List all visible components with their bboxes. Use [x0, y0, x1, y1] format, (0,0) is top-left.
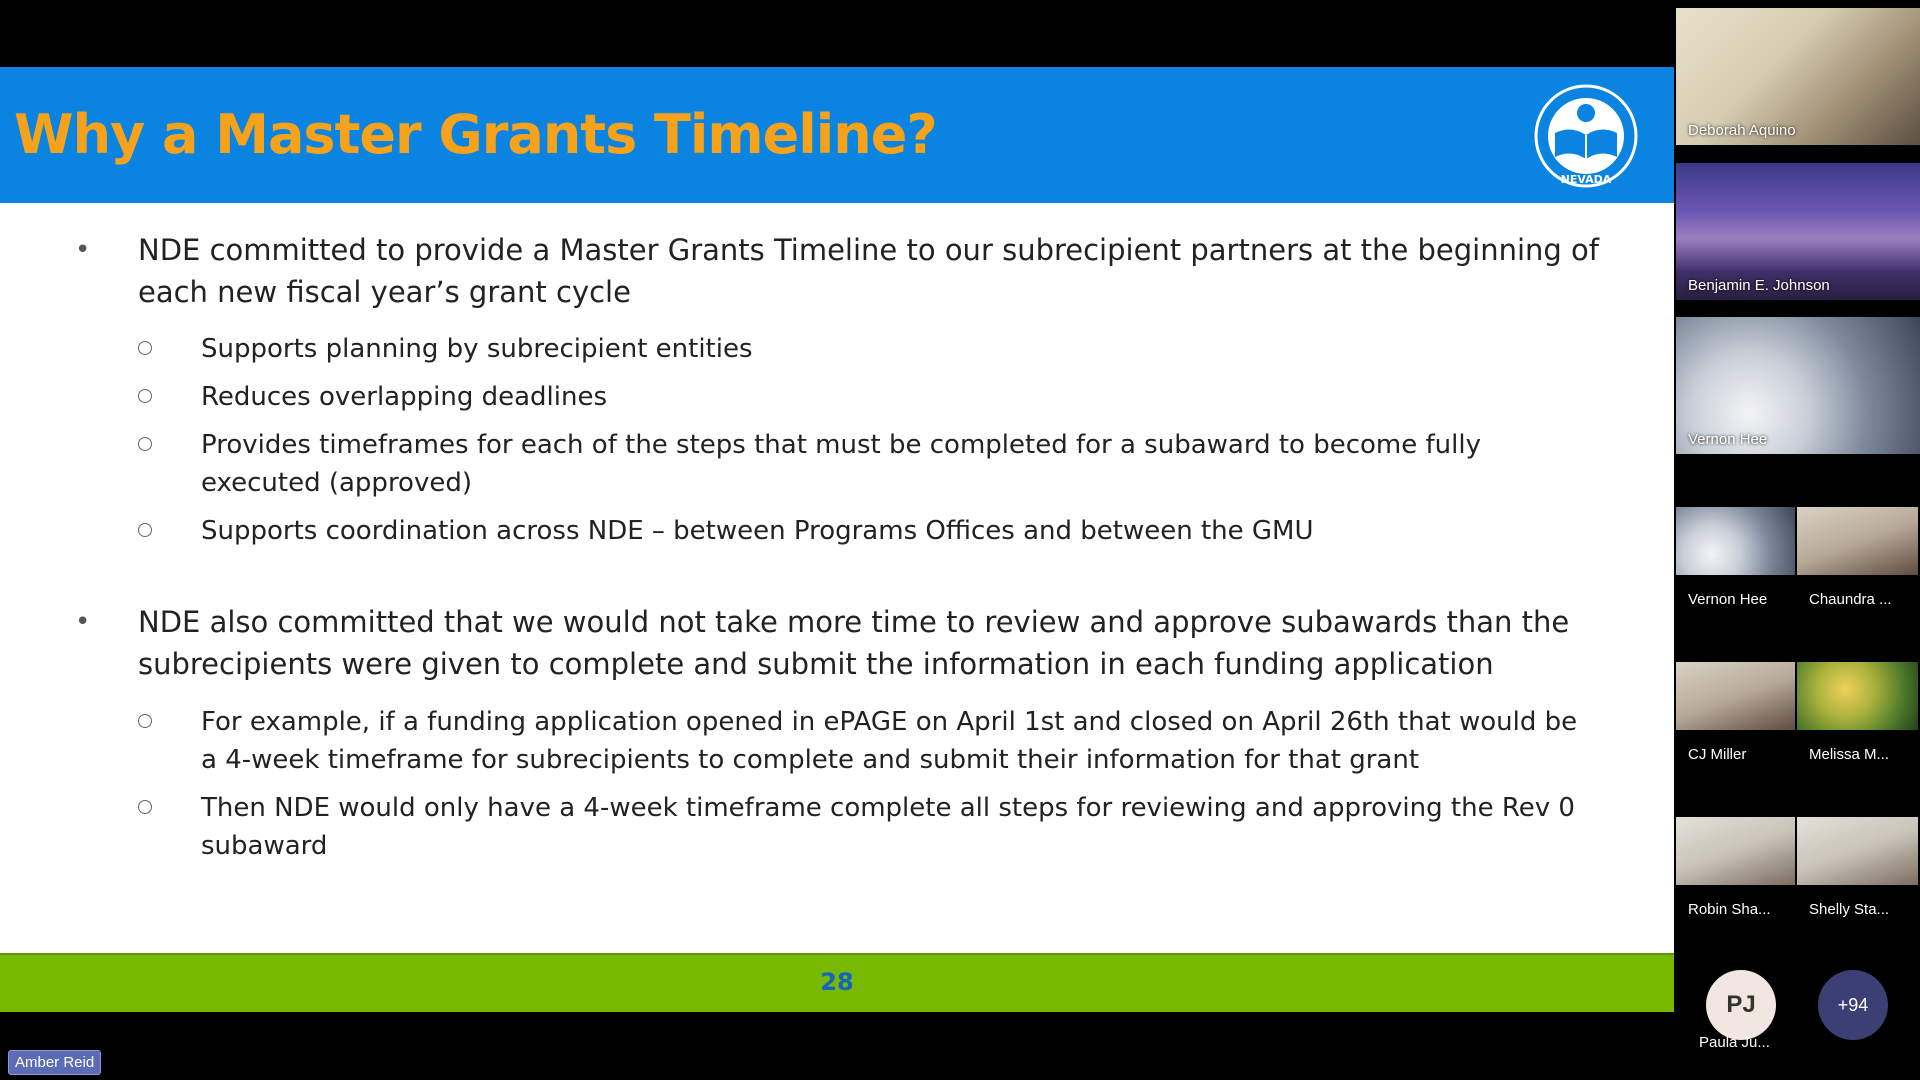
sub-bullet-1-4 — [138, 512, 1598, 550]
slide-header — [0, 67, 1674, 203]
video-tile-cj-miller[interactable] — [1676, 662, 1795, 730]
video-tile-chaundra[interactable] — [1797, 507, 1918, 575]
sub-bullet-circle-icon — [138, 389, 152, 403]
sub-bullet-2-1-text: For example, if a funding application opened in ePAGE on April 1st and closed on April 26th that would be a 4-week timeframe for subrecipients to complete and submit their information for that grant — [201, 707, 1578, 775]
video-tile-melissa[interactable] — [1797, 662, 1918, 730]
sub-bullet-circle-icon — [138, 341, 152, 355]
participant-name: Vernon Hee — [1688, 431, 1768, 448]
sub-bullet-2-2-text: Then NDE would only have a 4-week timeframe complete all steps for reviewing and approving the Rev 0 subaward — [201, 793, 1575, 861]
participant-panel — [1674, 0, 1920, 1080]
sub-bullet-1-3 — [138, 426, 1598, 502]
video-tile-vernon-hee-small[interactable] — [1676, 507, 1795, 575]
presentation-slide — [0, 67, 1674, 1012]
sub-bullet-1-3-text: Provides timeframes for each of the steps that must be completed for a subaward to become fully executed (approved) — [201, 430, 1481, 498]
active-speaker-label: Amber Reid — [8, 1050, 101, 1075]
slide-footer — [0, 953, 1674, 1012]
sub-bullet-1-2-text: Reduces overlapping deadlines — [201, 382, 607, 412]
participant-name: Vernon Hee — [1688, 591, 1768, 608]
nevada-department-of-education-logo — [1533, 83, 1639, 189]
sub-bullet-circle-icon — [138, 523, 152, 537]
sub-bullet-1-1-text: Supports planning by subrecipient entities — [201, 334, 753, 364]
bullet-dot-icon: • — [75, 235, 91, 265]
video-tile-benjamin-johnson[interactable] — [1676, 163, 1920, 300]
video-tile-vernon-hee[interactable] — [1676, 317, 1920, 454]
bullet-1 — [75, 229, 1615, 313]
participant-name: Benjamin E. Johnson — [1688, 277, 1830, 294]
svg-text:NEVADA: NEVADA — [1560, 173, 1612, 186]
sub-bullet-1-4-text: Supports coordination across NDE – between Programs Offices and between the GMU — [201, 516, 1314, 546]
bullet-1-text: NDE committed to provide a Master Grants Timeline to our subrecipient partners at the beginning of each new fiscal year’s grant cycle — [138, 233, 1599, 309]
sub-bullet-circle-icon — [138, 714, 152, 728]
participant-name: CJ Miller — [1688, 746, 1747, 763]
participant-name: Shelly Sta... — [1809, 901, 1890, 918]
page-number: 28 — [820, 968, 854, 996]
participant-name: Paula Ju... — [1699, 1034, 1770, 1051]
participant-name: Chaundra ... — [1809, 591, 1892, 608]
more-participants-button[interactable]: +94 — [1818, 970, 1888, 1040]
bullet-dot-icon: • — [75, 607, 91, 637]
sub-bullet-circle-icon — [138, 800, 152, 814]
sub-bullet-2-1 — [138, 703, 1598, 779]
sub-bullet-1-2 — [138, 378, 1598, 416]
slide-title: Why a Master Grants Timeline? — [14, 103, 937, 166]
bullet-2-text: NDE also committed that we would not take more time to review and approve subawards than the subrecipients were given to complete and submit the information in each funding application — [138, 605, 1570, 681]
bullet-2 — [75, 601, 1615, 685]
slide-body — [0, 203, 1674, 939]
video-tile-shelly[interactable] — [1797, 817, 1918, 885]
sub-bullet-2-2 — [138, 789, 1598, 865]
sub-bullet-circle-icon — [138, 437, 152, 451]
participant-name: Deborah Aquino — [1688, 122, 1796, 139]
video-tile-robin[interactable] — [1676, 817, 1795, 885]
participant-name: Melissa M... — [1809, 746, 1890, 763]
video-tile-deborah-aquino[interactable] — [1676, 8, 1920, 145]
sub-bullet-1-1 — [138, 330, 1598, 368]
participant-name: Robin Sha... — [1688, 901, 1771, 918]
avatar[interactable]: PJ — [1706, 970, 1776, 1040]
